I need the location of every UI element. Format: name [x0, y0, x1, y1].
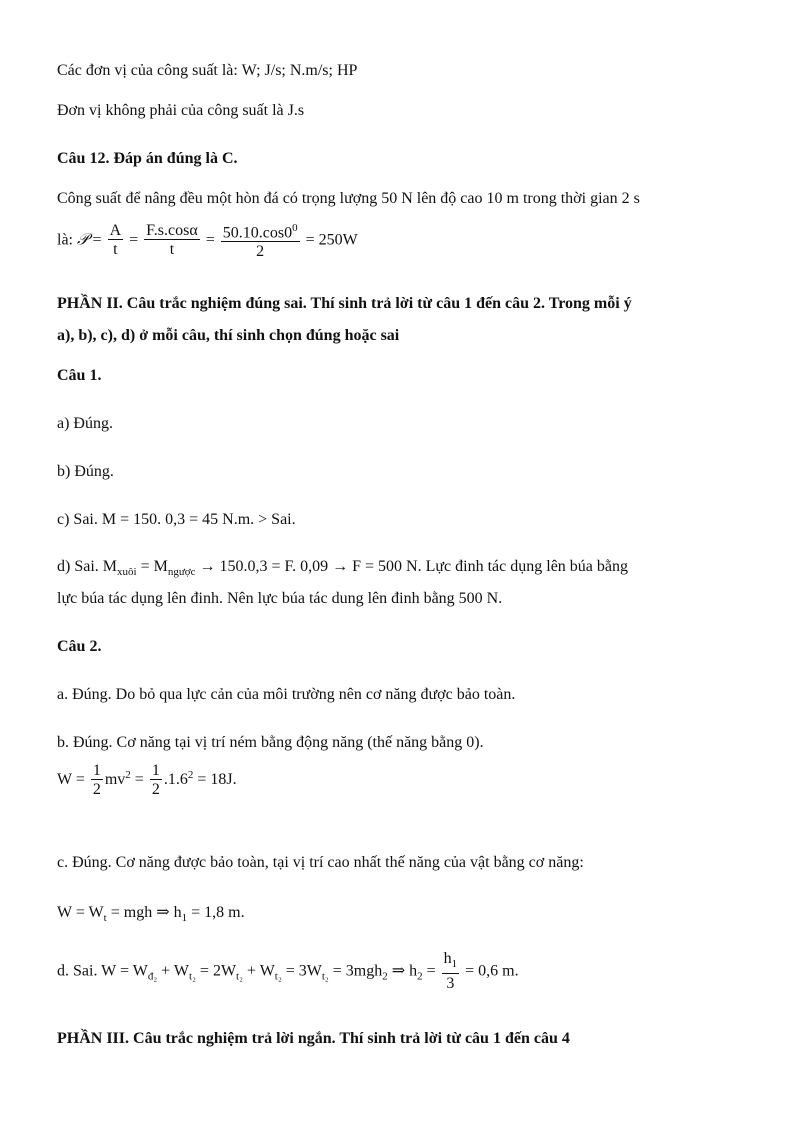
numerator-text: 50.10.cos0 — [222, 224, 293, 242]
numerator: 1 — [151, 762, 160, 779]
fraction-half — [91, 762, 103, 799]
equals-sign: = — [129, 231, 139, 249]
answer-2a: a. Đúng. Do bỏ qua lực cản của môi trường nên cơ năng được bảo toàn. — [57, 686, 516, 703]
text-part: = 2W — [195, 962, 237, 980]
subscript: 1 — [181, 912, 188, 925]
formula-prefix: là: — [57, 231, 73, 249]
formula-energy — [57, 762, 237, 799]
subscript: t₂ — [189, 970, 196, 983]
answer-2b: b. Đúng. Cơ năng tại vị trí ném bằng động năng (thế năng bằng 0). — [57, 734, 484, 751]
answer-1a: a) Đúng. — [57, 415, 113, 432]
text-part: = 3mgh — [328, 962, 383, 980]
equals-sign: = — [422, 962, 436, 980]
subscript: 2 — [382, 970, 388, 983]
text-part: W = W — [57, 904, 104, 921]
fraction-fs-over-t — [144, 222, 200, 259]
formula-height-1 — [57, 903, 245, 928]
text-part: = mgh ⇒ h — [106, 904, 182, 921]
text-part: → 150.0,3 = F. 0,09 → F = 500 N. Lực đinh tác dụng lên búa bằng — [195, 558, 628, 575]
formula-height-2 — [57, 950, 519, 993]
answer-2d-label: d. Sai. — [57, 962, 98, 980]
heading-phan3: PHẦN III. Câu trắc nghiệm trả lời ngắn. Thí sinh trả lời từ câu 1 đến câu 4 — [57, 1030, 570, 1047]
degree-sup: 0 — [292, 222, 298, 234]
text-part: .1.6 — [163, 771, 188, 789]
text-part: = M — [136, 558, 168, 575]
heading-cau12: Câu 12. Đáp án đúng là C. — [57, 150, 238, 167]
numerator: A — [109, 222, 122, 240]
numerator: 1 — [92, 762, 101, 779]
text-cau12-problem: Công suất để nâng đều một hòn đá có trọng lượng 50 N lên độ cao 10 m trong thời gian 2 s — [57, 190, 640, 207]
fraction-a-over-t — [108, 222, 124, 259]
numerator — [442, 950, 460, 974]
text-units-list: Các đơn vị của công suất là: W; J/s; N.m/s; HP — [57, 62, 358, 79]
subscript: t₂ — [274, 970, 282, 983]
formula-power — [57, 220, 358, 261]
subscript: ngược — [167, 566, 196, 579]
text-part: W = W — [101, 962, 148, 980]
heading-cau2: Câu 2. — [57, 638, 102, 655]
formula-result: = 18J. — [197, 771, 237, 789]
numerator: F.s.cosα — [146, 222, 198, 240]
fraction-h1-over-3 — [442, 950, 460, 993]
denominator: t — [113, 241, 118, 259]
numerator — [221, 220, 300, 242]
text-part: + W — [157, 962, 190, 980]
answer-1d — [57, 557, 628, 582]
heading-phan2-cont: a), b), c), d) ở mỗi câu, thí sinh chọn đúng hoặc sai — [57, 327, 400, 344]
square-sup: 2 — [125, 768, 131, 781]
answer-1c: c) Sai. M = 150. 0,3 = 45 N.m. > Sai. — [57, 511, 296, 528]
heading-cau1: Câu 1. — [57, 367, 102, 384]
subscript: 2 — [417, 970, 423, 983]
text-part: d) Sai. M — [57, 558, 117, 575]
formula-result: = 0,6 m. — [465, 962, 519, 980]
answer-1b: b) Đúng. — [57, 463, 114, 480]
equals-sign: = — [92, 231, 102, 249]
equals-sign: = — [205, 231, 215, 249]
denominator: t — [169, 241, 175, 259]
denominator: 2 — [92, 781, 101, 798]
subscript: xuôi — [117, 566, 137, 579]
text-part: W = — [57, 771, 85, 789]
answer-1d-cont: lực búa tác dụng lên đinh. Nên lực búa tác dung lên đinh bằng 500 N. — [57, 590, 503, 607]
denominator: 3 — [446, 975, 455, 993]
heading-phan2: PHẦN II. Câu trắc nghiệm đúng sai. Thí sinh trả lời từ câu 1 đến câu 2. Trong mỗi ý — [57, 295, 632, 312]
subscript: t₂ — [321, 970, 329, 983]
answer-2c: c. Đúng. Cơ năng được bảo toàn, tại vị trí cao nhất thế năng của vật bằng cơ năng: — [57, 854, 584, 871]
fraction-half — [150, 762, 162, 799]
text-not-unit: Đơn vị không phải của công suất là J.s — [57, 102, 305, 119]
square-sup: 2 — [187, 768, 194, 781]
denominator: 2 — [256, 243, 265, 261]
text-part: + W — [242, 962, 275, 980]
text-part: ⇒ h — [387, 962, 418, 980]
denominator: 2 — [151, 781, 160, 798]
numerator-text: h — [443, 950, 452, 967]
fraction-numeric — [221, 220, 300, 261]
subscript: 1 — [451, 958, 458, 971]
power-symbol: 𝒫 — [77, 229, 89, 249]
text-part: mv — [104, 771, 126, 789]
text-part: = 1,8 m. — [187, 904, 245, 921]
text-part: = 3W — [281, 962, 322, 980]
formula-result: = 250W — [305, 231, 358, 249]
subscript: t₂ — [236, 970, 243, 983]
equals-sign: = — [134, 771, 144, 789]
subscript: đ₂ — [147, 970, 158, 983]
subscript: t — [103, 912, 107, 925]
